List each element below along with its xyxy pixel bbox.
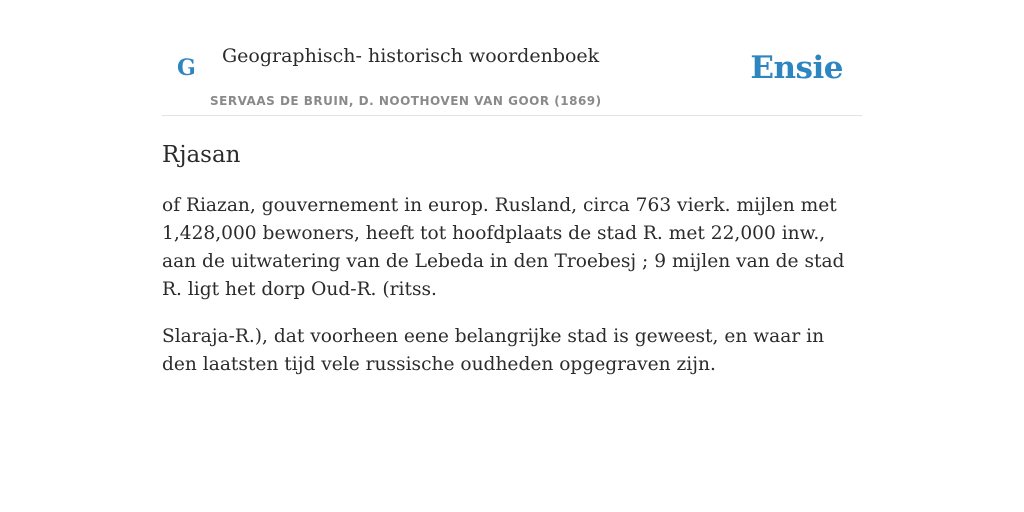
entry-body xyxy=(162,192,862,379)
page-container xyxy=(162,0,862,379)
brand-logo-link[interactable]: Ensie xyxy=(750,50,843,86)
book-authors: SERVAAS DE BRUIN, D. NOOTHOVEN VAN GOOR (1869) xyxy=(210,94,602,108)
entry-paragraph: Slaraja-R.), dat voorheen eene belangrijke stad is geweest, en waar in den laatsten tijd vele russische oudheden opgegraven zijn. xyxy=(162,326,825,375)
entry-paragraph: of Riazan, gouvernement in europ. Rusland, circa 763 vierk. mijlen met 1,428,000 bewoners, heeft tot hoofdplaats de stad R. met 22,000 inw., aan de uitwatering van de Lebeda in den Troebesj ; 9 mijlen van de stad R. ligt het dorp Oud-R. (ritss. xyxy=(162,195,845,300)
book-header xyxy=(162,0,862,116)
book-title[interactable]: Geographisch- historisch woordenboek xyxy=(222,45,600,67)
entry-title: Rjasan xyxy=(162,142,241,168)
book-logo-link[interactable]: G xyxy=(177,55,196,81)
